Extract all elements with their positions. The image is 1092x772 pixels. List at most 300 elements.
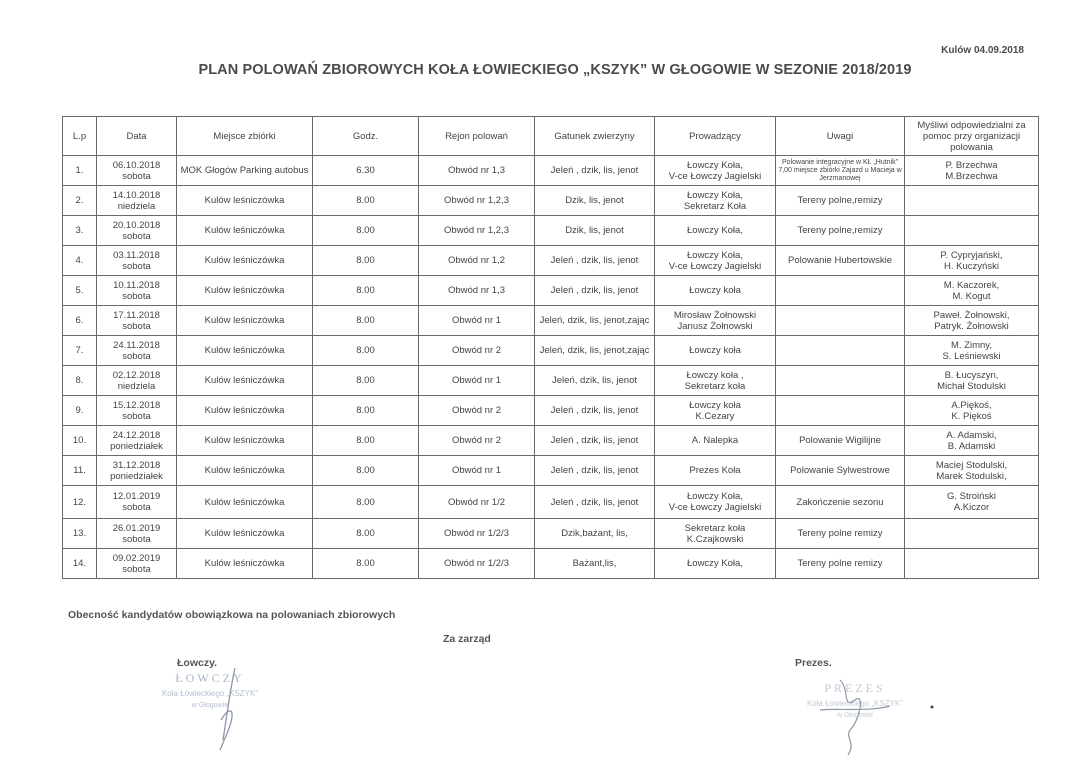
area-value: Obwód nr 2 [451,405,502,416]
helper-line-1: Maciej Stodulski, [935,459,1008,471]
cell-leader [655,276,776,306]
cell-date [97,549,177,579]
place-value: Kulów leśniczówka [204,465,285,476]
cell-notes [776,306,905,336]
leader-line-2: Sekretarz Koła [683,200,747,212]
cell-species [535,486,655,519]
cell-lp [63,246,97,276]
date-value: 24.11.2018 [113,339,160,351]
cell-area [419,456,535,486]
lp-value: 10. [72,435,87,446]
cell-time [313,549,419,579]
species-value: Dzik, lis, jenot [565,195,624,206]
helper-line-1: P. Brzechwa [945,159,998,171]
cell-helpers [905,486,1039,519]
col-header-place: Miejsce zbiórki [177,117,313,156]
table-row [63,366,1039,396]
leader-line-1: Łowczy Koła, [687,225,743,236]
leader-line-1: A. Nalepka [691,435,739,446]
cell-helpers [905,246,1039,276]
cell-leader [655,306,776,336]
leader-line-2: V-ce Łowczy Jagielski [668,170,762,182]
cell-date [97,456,177,486]
cell-place [177,186,313,216]
species-value: Jeleń, dzik, lis, jenot,zając [539,315,650,326]
cell-date [97,156,177,186]
leader-line-2: Sekretarz koła [684,380,746,392]
hunt-plan-table [62,116,1039,579]
cell-place [177,486,313,519]
time-value: 8.00 [356,558,375,569]
helper-line-1: M. Zimny, [951,339,992,351]
date-value: 10.11.2018 [113,279,160,291]
cell-leader [655,519,776,549]
place-value: Kulów leśniczówka [204,225,285,236]
cell-leader [655,366,776,396]
cell-species [535,246,655,276]
cell-leader [655,486,776,519]
date-value: 31.12.2018 [112,459,161,471]
cell-place [177,519,313,549]
table-row [63,519,1039,549]
area-value: Obwód nr 1 [451,315,502,326]
species-value: Jeleń , dzik, lis, jenot [550,496,639,508]
cell-leader [655,246,776,276]
leader-line-2: V-ce Łowczy Jagielski [668,260,762,272]
table-row [63,276,1039,306]
notes-value: Tereny polne,remizy [797,225,883,236]
cell-area [419,216,535,246]
svg-text:w Głogowie: w Głogowie [191,702,229,709]
place-value: Kulów leśniczówka [204,195,285,206]
cell-helpers [905,276,1039,306]
weekday-value: sobota [122,410,151,422]
helper-line-2: B. Adamski [947,440,996,452]
weekday-value: poniedziałek [110,440,163,452]
svg-text:ŁOWCZY: ŁOWCZY [175,671,245,685]
lp-value: 8. [75,375,84,386]
area-value: Obwód nr 2 [451,435,502,446]
cell-species [535,519,655,549]
cell-leader [655,186,776,216]
weekday-value: sobota [122,230,151,242]
time-value: 8.00 [356,225,375,236]
cell-notes [776,549,905,579]
leader-line-1: Łowczy Koła, [687,189,743,201]
area-value: Obwód nr 1,3 [447,165,506,176]
helper-line-2: K. Piękoś [951,410,992,422]
lp-value: 1. [75,165,84,176]
table-row [63,336,1039,366]
weekday-value: sobota [122,260,151,272]
cell-helpers [905,366,1039,396]
table-row [63,156,1039,186]
lp-value: 5. [75,285,84,296]
lp-value: 6. [75,315,84,326]
cell-notes [776,336,905,366]
cell-lp [63,456,97,486]
table-row [63,456,1039,486]
cell-species [535,456,655,486]
col-header-lp: L.p [63,117,97,156]
time-value: 8.00 [356,255,375,266]
col-header-area: Rejon polowań [419,117,535,156]
species-value: Dzik,bażant, lis, [561,528,628,539]
cell-place [177,426,313,456]
area-value: Obwód nr 1,2,3 [444,195,509,206]
time-value: 8.00 [356,195,375,206]
leader-line-1: Sekretarz koła [684,522,746,534]
table-row [63,306,1039,336]
table-row [63,186,1039,216]
cell-area [419,366,535,396]
weekday-value: sobota [122,533,151,545]
cell-lp [63,519,97,549]
weekday-value: niedziela [117,380,156,392]
cell-time [313,186,419,216]
cell-helpers [905,306,1039,336]
cell-place [177,156,313,186]
table-row [63,549,1039,579]
leader-line-1: Łowczy Koła, [687,491,743,502]
svg-text:PREZES: PREZES [824,681,886,695]
board-label: Za zarząd [443,633,491,645]
lp-value: 4. [75,255,84,266]
weekday-value: sobota [122,320,151,332]
leader-line-2: K.Cezary [695,410,735,422]
species-value: Dzik, lis, jenot [565,225,624,236]
species-value: Jeleń , dzik, lis, jenot [550,465,639,476]
cell-helpers [905,519,1039,549]
cell-date [97,246,177,276]
cell-helpers [905,426,1039,456]
leader-line-2: Janusz Żołnowski [677,320,753,332]
cell-helpers [905,456,1039,486]
col-header-date: Data [97,117,177,156]
cell-area [419,246,535,276]
document-title: PLAN POLOWAŃ ZBIOROWYCH KOŁA ŁOWIECKIEGO „KSZYK” W GŁOGOWIE W SEZONIE 2018/2019 [198,62,912,78]
species-value: Jeleń , dzik, lis, jenot [550,255,639,266]
cell-date [97,216,177,246]
helper-line-1: A.Piękoś, [951,399,992,411]
cell-area [419,549,535,579]
table-row [63,216,1039,246]
cell-time [313,486,419,519]
cell-notes [776,366,905,396]
cell-lp [63,396,97,426]
notes-value: Tereny polne remizy [797,528,883,539]
table-row [63,246,1039,276]
cell-date [97,336,177,366]
table-row [63,486,1039,519]
leader-line-2: K.Czajkowski [686,533,744,545]
cell-species [535,549,655,579]
area-value: Obwód nr 1 [451,465,502,476]
cell-time [313,276,419,306]
place-value: Kulów leśniczówka [204,435,285,446]
cell-place [177,306,313,336]
leader-line-2: V-ce Łowczy Jagielski [668,502,762,513]
helper-line-1: M. Kaczorek, [943,279,1000,291]
time-value: 8.00 [356,375,375,386]
cell-place [177,396,313,426]
leader-line-1: Łowczy Koła, [687,558,743,569]
cell-place [177,276,313,306]
cell-notes [776,216,905,246]
prezes-stamp [760,670,940,765]
cell-species [535,186,655,216]
place-value: Kulów leśniczówka [204,315,285,326]
area-value: Obwód nr 1/2/3 [444,558,509,569]
helper-line-1: A. Adamski, [946,429,997,441]
time-value: 8.00 [356,405,375,416]
time-value: 8.00 [356,465,375,476]
cell-place [177,366,313,396]
helper-line-1: B. Łucyszyn, [944,369,999,381]
cell-leader [655,396,776,426]
notes-value: Polowanie integracyjne w KŁ „Hutnik” 7,00 miejsce zbiórki Zajazd u Macieja w Jerzmanowej [778,158,902,182]
helper-line-2: Patryk. Żołnowski [934,320,1009,332]
helper-line-2: S. Leśniewski [942,350,1001,362]
cell-time [313,519,419,549]
cell-notes [776,396,905,426]
cell-date [97,366,177,396]
cell-lp [63,549,97,579]
area-value: Obwód nr 1 [451,375,502,386]
lp-value: 7. [75,345,84,356]
cell-lp [63,186,97,216]
area-value: Obwód nr 1/2 [447,496,506,508]
leader-line-1: Łowczy Koła, [687,249,743,261]
leader-line-1: Łowczy koła , [686,369,744,381]
area-value: Obwód nr 1,3 [447,285,506,296]
cell-species [535,426,655,456]
date-value: 24.12.2018 [112,429,161,441]
leader-line-1: Łowczy koła [689,285,741,296]
lowczy-stamp [135,660,305,755]
cell-area [419,186,535,216]
col-header-leader: Prowadzący [655,117,776,156]
helper-line-2: Marek Stodulski, [936,470,1007,482]
lp-value: 14. [72,558,87,569]
species-value: Jeleń, dzik, lis, jenot [551,375,637,386]
cell-area [419,276,535,306]
cell-leader [655,549,776,579]
notes-value: Zakończenie sezonu [796,496,884,508]
cell-time [313,366,419,396]
col-header-time: Godz. [313,117,419,156]
area-value: Obwód nr 1,2,3 [444,225,509,236]
col-header-species: Gatunek zwierzyny [535,117,655,156]
cell-helpers [905,396,1039,426]
cell-species [535,366,655,396]
svg-text:w Głogowie: w Głogowie [836,712,874,719]
place-value: MOK Głogów Parking autobus [180,165,309,176]
cell-time [313,156,419,186]
cell-notes [776,276,905,306]
lp-value: 12. [72,496,87,508]
cell-species [535,336,655,366]
col-header-notes: Uwagi [776,117,905,156]
place-value: Kulów leśniczówka [204,496,285,508]
cell-lp [63,156,97,186]
species-value: Jeleń , dzik, lis, jenot [550,405,639,416]
lowczy-signature-label: Łowczy. [177,657,218,669]
notes-value: Tereny polne remizy [797,558,883,569]
cell-area [419,519,535,549]
lp-value: 11. [73,465,86,476]
cell-helpers [905,156,1039,186]
weekday-value: sobota [122,502,151,513]
time-value: 6.30 [356,165,375,176]
cell-area [419,396,535,426]
time-value: 8.00 [356,315,375,326]
date-value: 20.10.2018 [112,219,161,231]
place-value: Kulów leśniczówka [204,405,285,416]
notes-value: Tereny polne,remizy [797,195,883,206]
col-header-helpers: Myśliwi odpowiedzialni za pomoc przy organizacji polowania [905,117,1039,156]
place-value: Kulów leśniczówka [204,345,285,356]
cell-species [535,216,655,246]
time-value: 8.00 [356,435,375,446]
area-value: Obwód nr 1,2 [447,255,506,266]
helper-line-2: Michał Stodulski [937,380,1006,392]
table-row [63,426,1039,456]
date-value: 26.01.2019 [112,522,161,534]
cell-place [177,549,313,579]
cell-time [313,306,419,336]
cell-leader [655,216,776,246]
cell-time [313,456,419,486]
cell-place [177,336,313,366]
date-value: 12.01.2019 [112,491,161,502]
cell-date [97,306,177,336]
cell-leader [655,336,776,366]
cell-helpers [905,216,1039,246]
lp-value: 2. [75,195,84,206]
date-value: 14.10.2018 [112,189,161,201]
cell-notes [776,426,905,456]
date-value: 09.02.2019 [112,552,161,564]
time-value: 8.00 [356,345,375,356]
place-value: Kulów leśniczówka [204,255,285,266]
cell-place [177,246,313,276]
cell-leader [655,156,776,186]
cell-helpers [905,549,1039,579]
date-value: 03.11.2018 [113,249,160,261]
species-value: Jeleń , dzik, lis, jenot [550,285,639,296]
species-value: Jeleń, dzik, lis, jenot,zając [539,345,650,356]
leader-line-1: Prezes Koła [689,465,741,476]
cell-lp [63,306,97,336]
time-value: 8.00 [356,285,375,296]
cell-time [313,336,419,366]
cell-leader [655,426,776,456]
cell-place [177,216,313,246]
place-value: Kulów leśniczówka [204,375,285,386]
cell-date [97,276,177,306]
cell-area [419,486,535,519]
cell-helpers [905,186,1039,216]
helper-line-2: H. Kuczyński [944,260,999,272]
cell-leader [655,456,776,486]
svg-text:Koła Łowieckiego „KSZYK”: Koła Łowieckiego „KSZYK” [806,699,904,708]
leader-line-1: Łowczy koła [689,399,741,411]
helper-line-2: A.Kiczor [953,502,990,513]
notes-value: Polowanie Wigilijne [799,435,881,446]
cell-helpers [905,336,1039,366]
cell-species [535,156,655,186]
helper-line-1: P. Cypryjański, [940,249,1003,261]
cell-time [313,246,419,276]
leader-line-1: Łowczy koła [689,345,741,356]
species-value: Jeleń , dzik, lis, jenot [550,435,639,446]
weekday-value: sobota [122,170,151,182]
cell-area [419,426,535,456]
cell-date [97,519,177,549]
date-value: 06.10.2018 [112,159,161,171]
notes-value: Polowanie Hubertowskie [787,255,893,266]
cell-area [419,336,535,366]
weekday-value: sobota [122,563,151,575]
date-value: 02.12.2018 [112,369,161,381]
date-value: 15.12.2018 [112,399,161,411]
cell-lp [63,216,97,246]
leader-line-1: Łowczy Koła, [687,159,743,171]
weekday-value: sobota [122,290,151,302]
weekday-value: poniedziałek [110,470,163,482]
cell-lp [63,426,97,456]
document-date: Kulów 04.09.2018 [941,45,1024,56]
cell-date [97,396,177,426]
svg-text:Koła Łowieckiego „KSZYK”: Koła Łowieckiego „KSZYK” [161,689,259,698]
place-value: Kulów leśniczówka [204,558,285,569]
lp-value: 3. [75,225,84,236]
cell-lp [63,276,97,306]
cell-species [535,306,655,336]
cell-lp [63,336,97,366]
cell-notes [776,456,905,486]
species-value: Jeleń , dzik, lis, jenot [550,165,639,176]
helper-line-1: Paweł. Żołnowski, [933,309,1010,321]
cell-notes [776,186,905,216]
table-header-row [63,117,1039,156]
area-value: Obwód nr 1/2/3 [444,528,509,539]
cell-species [535,396,655,426]
cell-notes [776,486,905,519]
cell-notes [776,519,905,549]
helper-line-2: M.Brzechwa [945,170,998,182]
helper-line-1: G. Stroiński [946,491,997,502]
lp-value: 13. [72,528,87,539]
cell-lp [63,486,97,519]
cell-area [419,156,535,186]
cell-notes [776,246,905,276]
cell-species [535,276,655,306]
weekday-value: sobota [122,350,151,362]
table-row [63,396,1039,426]
cell-lp [63,366,97,396]
notes-value: Polowanie Sylwestrowe [790,465,890,476]
time-value: 8.00 [356,528,375,539]
cell-date [97,186,177,216]
species-value: Bażant,lis, [572,558,617,569]
cell-date [97,486,177,519]
cell-time [313,396,419,426]
area-value: Obwód nr 2 [451,345,502,356]
lp-value: 9. [75,405,84,416]
cell-time [313,426,419,456]
